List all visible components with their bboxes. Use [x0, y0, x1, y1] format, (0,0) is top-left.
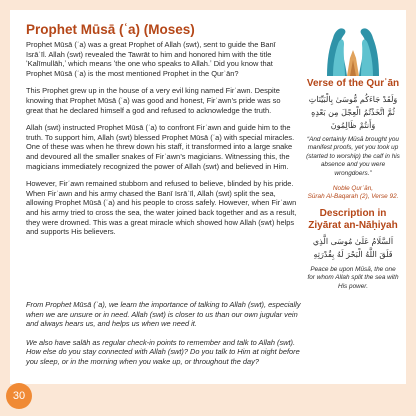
sidebar [306, 20, 400, 291]
paragraph-sea: However, Firʿawn remained stubborn and refused to believe, blinded by his pride. When Firʿawn and his army chased the Banī Isrāʾīl, Allah (swt) split the sea, allowing Prophet Mūsā (ʿa) and his people to cross safely. However, when Firʿawn and his army tried to cross the sea, the water joined back together and as a result, they were drowned. This was a great miracle which showed how Allah (swt) helps and supports His believers. [26, 179, 297, 237]
reflection-question: We also have salāh as regular check-in points to remember and talk to Allah (swt). How else do you stay connected with Allah (swt)? Do you talk to Him at night before you sleep, or in the morning when you wake up, or throughout the day? [26, 337, 300, 366]
ziyarat-arabic: اَلسَّلَامُ عَلَىٰ مُوسَى الَّذِي فَلَقَ اللَّهُ الْبَحْرَ لَهُ بِقُدْرَتِهِ [312, 236, 394, 259]
reflection-lesson: From Prophet Mūsā (ʿa), we learn the importance of talking to Allah (swt), especially when we are unsure or in need. Allah (swt) is closer to us than our own jugular vein and always hears us, and helps us when we need it. [26, 300, 301, 329]
parted-sea-icon [323, 20, 383, 78]
ziyarat-heading-line1: Description in [319, 207, 387, 219]
paragraph-miracles: Allah (swt) instructed Prophet Mūsā (ʿa) to confront Firʿawn and guide him to the truth. To support him, Allah (swt) blessed Prophet Mūsā (ʿa) with special miracles. One of these was when he threw down his staff, it transformed into a large snake and devoured all the smaller snakes of Firʿawn’s magicians. Witnessing this, the magicians immediately recognized the power of Allah (swt) and believed in Him. [26, 123, 295, 171]
verse-arabic: وَلَقَدْ جَاءَكُم مُّوسَىٰ بِالْبَيِّنَاتِ ثُمَّ اتَّخَذْتُمُ الْعِجْلَ مِن بَعْدِهِ وَأَنتُمْ ظَالِمُونَ [308, 95, 398, 130]
main-text [26, 40, 297, 243]
ziyarat-heading-line2: Ziyārat an-Nāḥiyah [308, 219, 398, 231]
paragraph-firawn: This Prophet grew up in the house of a very evil king named Firʿawn. Despite knowing that Prophet Mūsā (ʿa) was good and honest, Firʿawn’s pride was so great that he declared himself a god and refused to acknowledge the truth. [26, 86, 281, 115]
verse-reference-citation: Sūrah Al-Baqarah (2), Verse 92. [307, 193, 399, 201]
ziyarat-translation: Peace be upon Mūsā, the one for whom Allah split the sea with His power. [307, 265, 399, 290]
verse-translation: “And certainly Mūsā brought you manifest proofs, yet you took up (started to worship) the calf in his absence and you were wrongdoers.” [306, 136, 400, 177]
verse-reference-source: Noble Qurʾān, [332, 185, 374, 193]
page-title: Prophet Mūsā (ʿa) (Moses) [26, 22, 195, 37]
reflection-text [26, 300, 302, 376]
verse-heading: Verse of the Qurʾān [306, 78, 400, 89]
page-number-badge: 30 [6, 383, 32, 409]
paragraph-intro: Prophet Mūsā (ʿa) was a great Prophet of Allah (swt), sent to guide the Banī Isrāʾīl. Allah (swt) revealed the Tawrāt to him and honored him with the title ʻKalīmullāh,ʼ which means ʻthe one who speaks to Allah.ʼ Did you know that Prophet Mūsā (ʿa) is the most mentioned Prophet in the Qurʾān? [26, 40, 276, 78]
